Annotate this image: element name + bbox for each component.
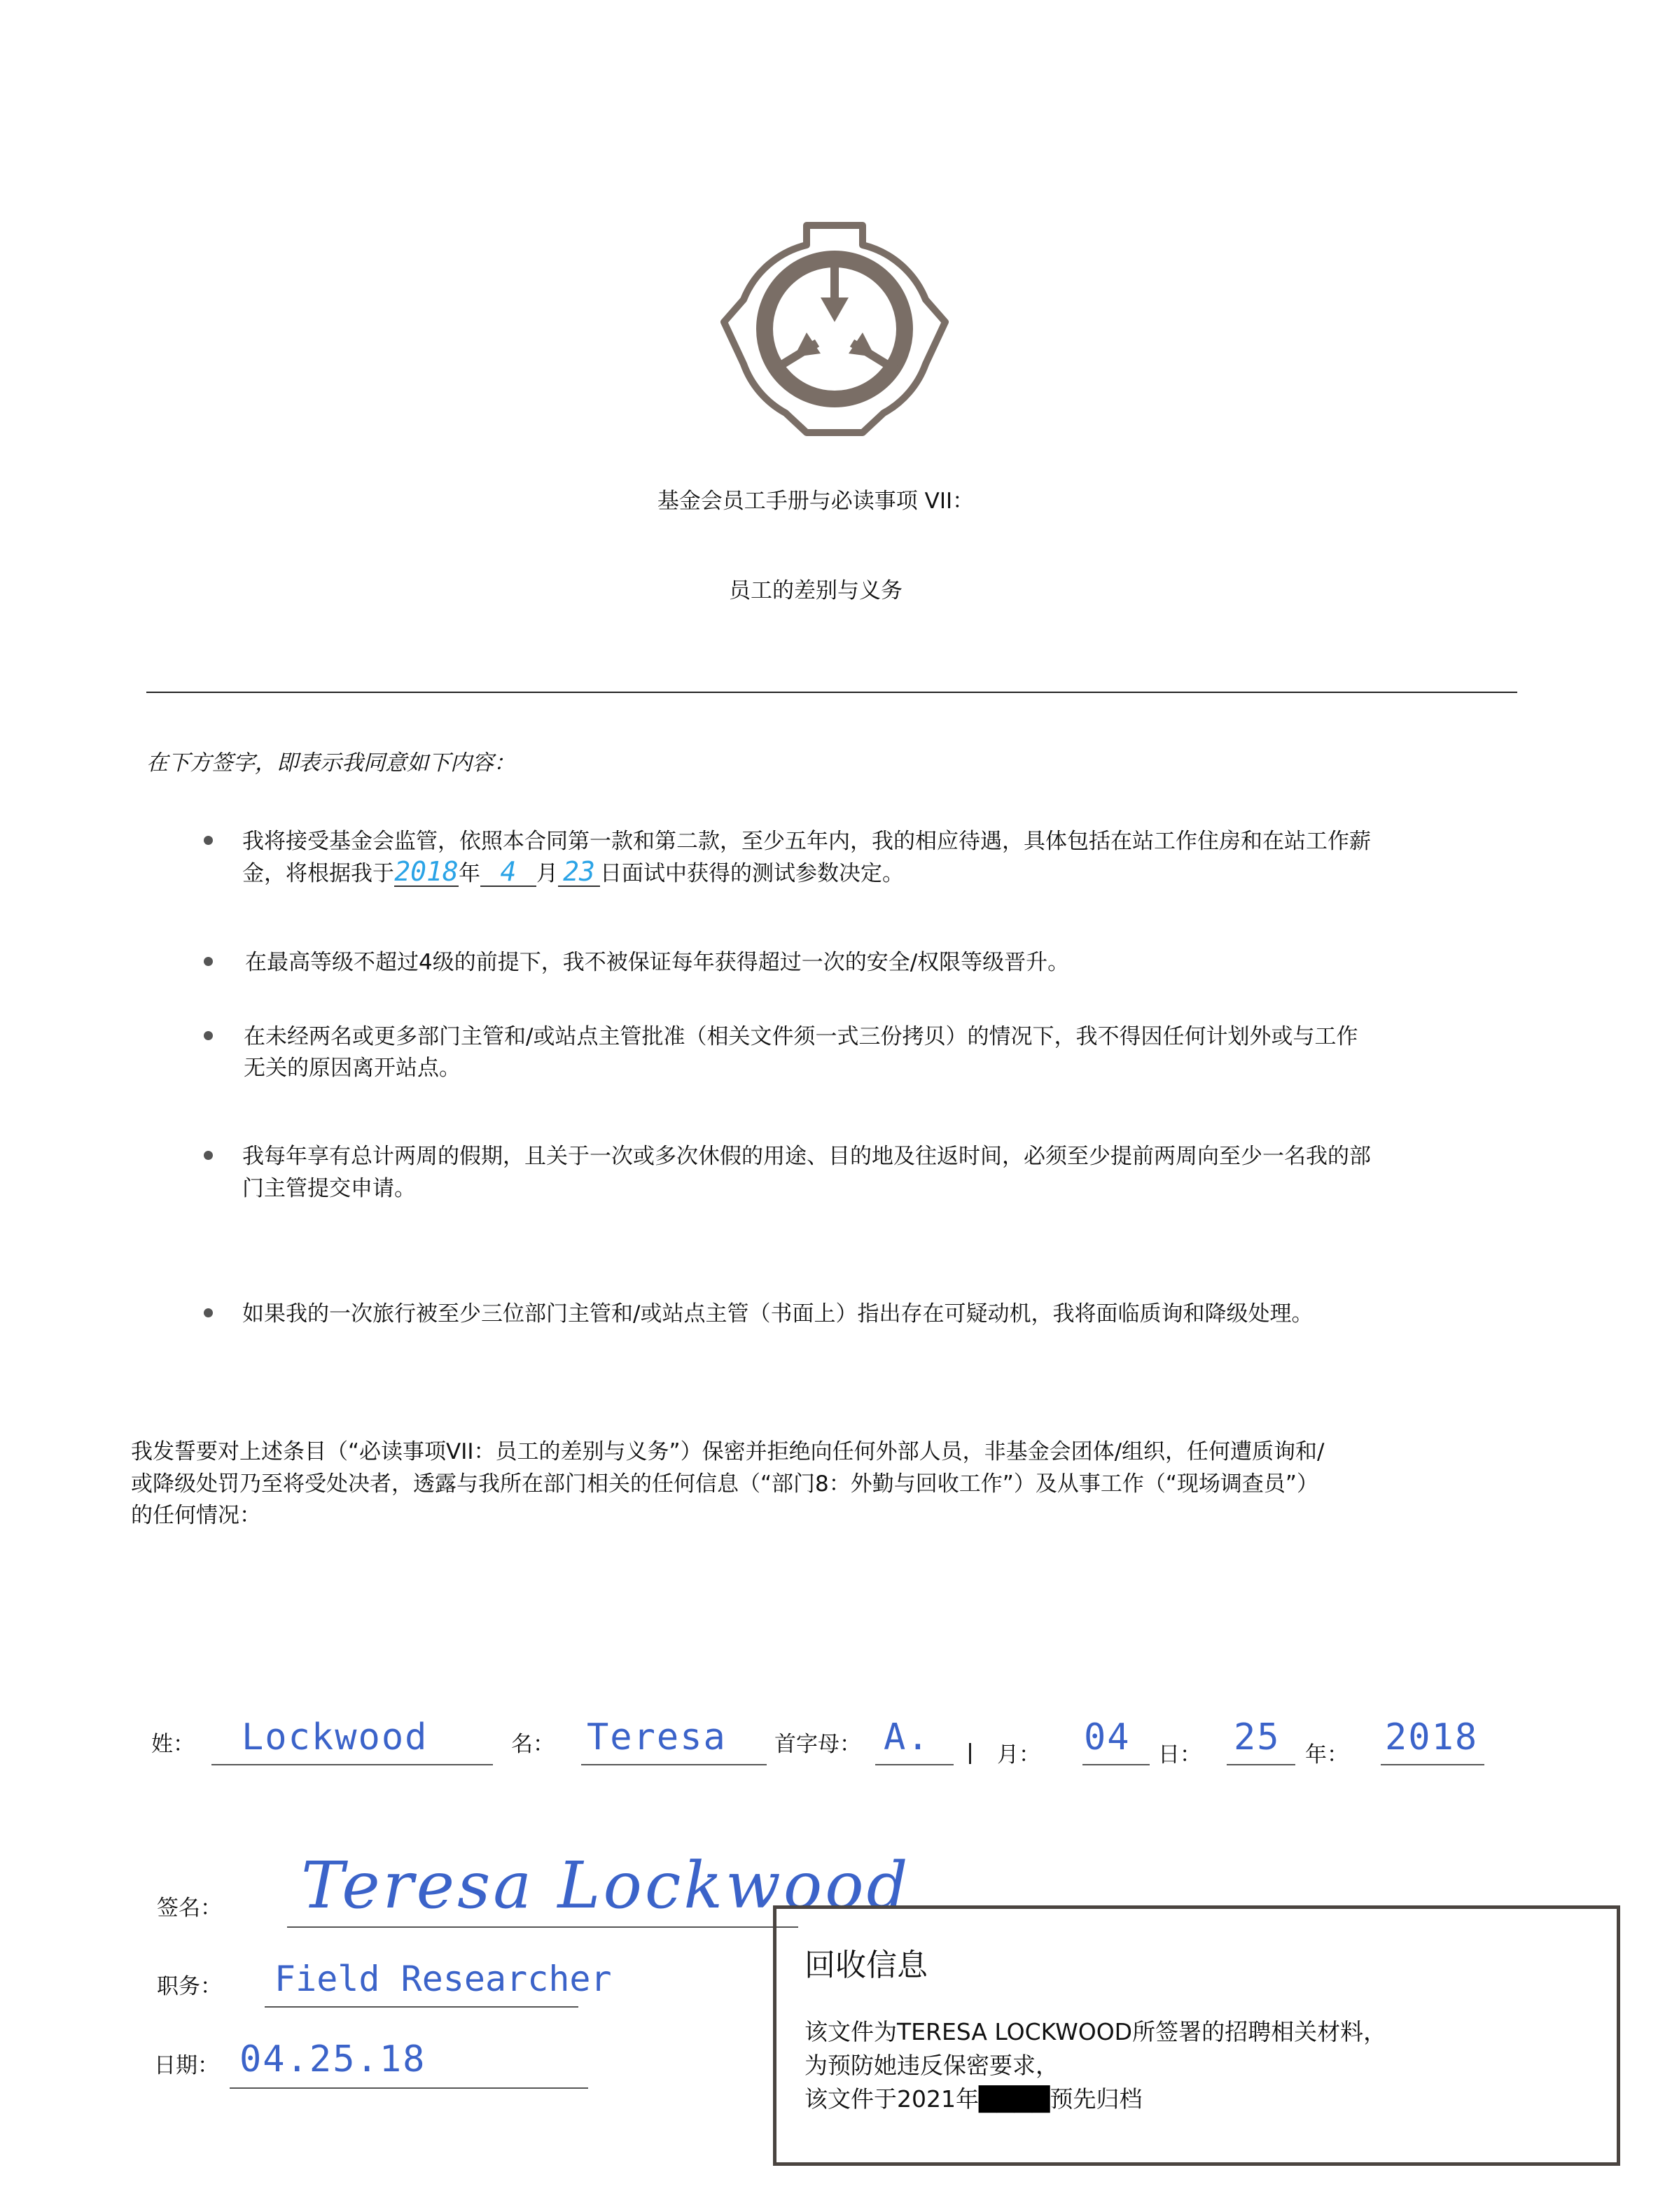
- month-label: 月：: [997, 1742, 1040, 1768]
- scp-logo: [716, 217, 954, 441]
- bullet-dot: [204, 957, 213, 966]
- recovery-line1: 该文件为TERESA LOCKWOOD所签署的招聘相关材料，: [804, 2018, 1387, 2045]
- clause-5: 如果我的一次旅行被至少三位部门主管和/或站点主管（书面上）指出存在可疑动机，我将面临质询和降级处理。: [242, 1301, 1314, 1326]
- interview-year: 2018: [394, 856, 459, 887]
- position-label: 职务：: [157, 1974, 222, 1999]
- given-name-value: Teresa: [587, 1716, 727, 1758]
- interview-month: 4: [480, 858, 536, 887]
- month-value: 04: [1084, 1716, 1131, 1758]
- clause-1-line1: 我将接受基金会监管，依照本合同第一款和第二款，至少五年内，我的相应待遇，具体包括在站工作住房和在站工作薪: [242, 829, 1371, 854]
- surname-value: Lockwood: [242, 1716, 429, 1758]
- doc-subtitle: 员工的差别与义务: [729, 578, 903, 603]
- clause-1-text-b: 日面试中获得的测试参数决定。: [600, 861, 904, 886]
- clause-1-line2: [242, 858, 904, 890]
- date-line: [230, 2087, 588, 2089]
- recovery-line3: [804, 2081, 1143, 2114]
- intro-text: 在下方签字，即表示我同意如下内容：: [146, 750, 515, 776]
- year-value: 2018: [1385, 1716, 1479, 1758]
- surname-line: [211, 1764, 493, 1765]
- year-label: 年：: [1305, 1742, 1349, 1768]
- bullet-dot: [204, 1031, 213, 1040]
- initial-line: [875, 1764, 954, 1765]
- recovery-line3-a: 该文件于2021年: [804, 2085, 979, 2113]
- oath-line3: 的任何情况：: [131, 1503, 261, 1528]
- signature-value: Teresa Lockwood: [301, 1848, 911, 1923]
- day-value: 25: [1234, 1716, 1281, 1758]
- year-label: 年: [459, 861, 480, 886]
- signature-label: 签名：: [157, 1896, 222, 1921]
- bullet-dot: [204, 1151, 213, 1160]
- month-label: 月: [536, 861, 558, 886]
- oath-line2: 或降级处罚乃至将受处决者，透露与我所在部门相关的任何信息（“部门8：外勤与回收工作”）及从事工作（“现场调查员”）: [131, 1471, 1318, 1497]
- divider: [146, 692, 1517, 693]
- separator: [969, 1743, 971, 1764]
- date-value: 04.25.18: [239, 2038, 426, 2080]
- year-line: [1381, 1764, 1484, 1765]
- position-value: Field Researcher: [274, 1959, 612, 1999]
- bullet-dot: [204, 836, 213, 845]
- clause-1-text-a: 金，将根据我于: [242, 861, 394, 886]
- day-label: 日：: [1158, 1742, 1201, 1768]
- surname-label: 姓：: [151, 1732, 195, 1757]
- day-line: [1227, 1764, 1295, 1765]
- clause-4-line1: 我每年享有总计两周的假期，且关于一次或多次休假的用途、目的地及往返时间，必须至少提前两周向至少一名我的部: [242, 1144, 1371, 1169]
- position-line: [265, 2006, 578, 2008]
- recovery-line2: 为预防她违反保密要求，: [804, 2052, 1059, 2079]
- given-name-label: 名：: [511, 1732, 555, 1757]
- given-name-line: [581, 1764, 767, 1765]
- oath-line1: 我发誓要对上述条目（“必读事项VII：员工的差别与义务”）保密并拒绝向任何外部人员，非基金会团体/组织，任何遭质询和/: [131, 1439, 1325, 1464]
- recovery-line3-b: 预先归档: [1050, 2085, 1143, 2113]
- initial-value: A.: [884, 1716, 931, 1758]
- doc-title: 基金会员工手册与必读事项 VII：: [657, 489, 975, 514]
- clause-4-line2: 门主管提交申请。: [242, 1176, 416, 1201]
- clause-3-line2: 无关的原因离开站点。: [244, 1056, 461, 1081]
- interview-day: 23: [558, 858, 600, 887]
- clause-2: 在最高等级不超过4级的前提下，我不被保证每年获得超过一次的安全/权限等级晋升。: [245, 950, 1070, 975]
- recovery-info-box: [773, 1905, 1620, 2166]
- date-label: 日期：: [154, 2053, 219, 2078]
- initial-label: 首字母：: [774, 1732, 861, 1757]
- bullet-dot: [204, 1308, 213, 1317]
- recovery-title: 回收信息: [804, 1947, 928, 1983]
- redacted-block: ████: [978, 2085, 1050, 2113]
- signature-line: [287, 1926, 798, 1928]
- clause-3-line1: 在未经两名或更多部门主管和/或站点主管批准（相关文件须一式三份拷贝）的情况下，我不得因任何计划外或与工作: [244, 1024, 1358, 1049]
- month-line: [1082, 1764, 1150, 1765]
